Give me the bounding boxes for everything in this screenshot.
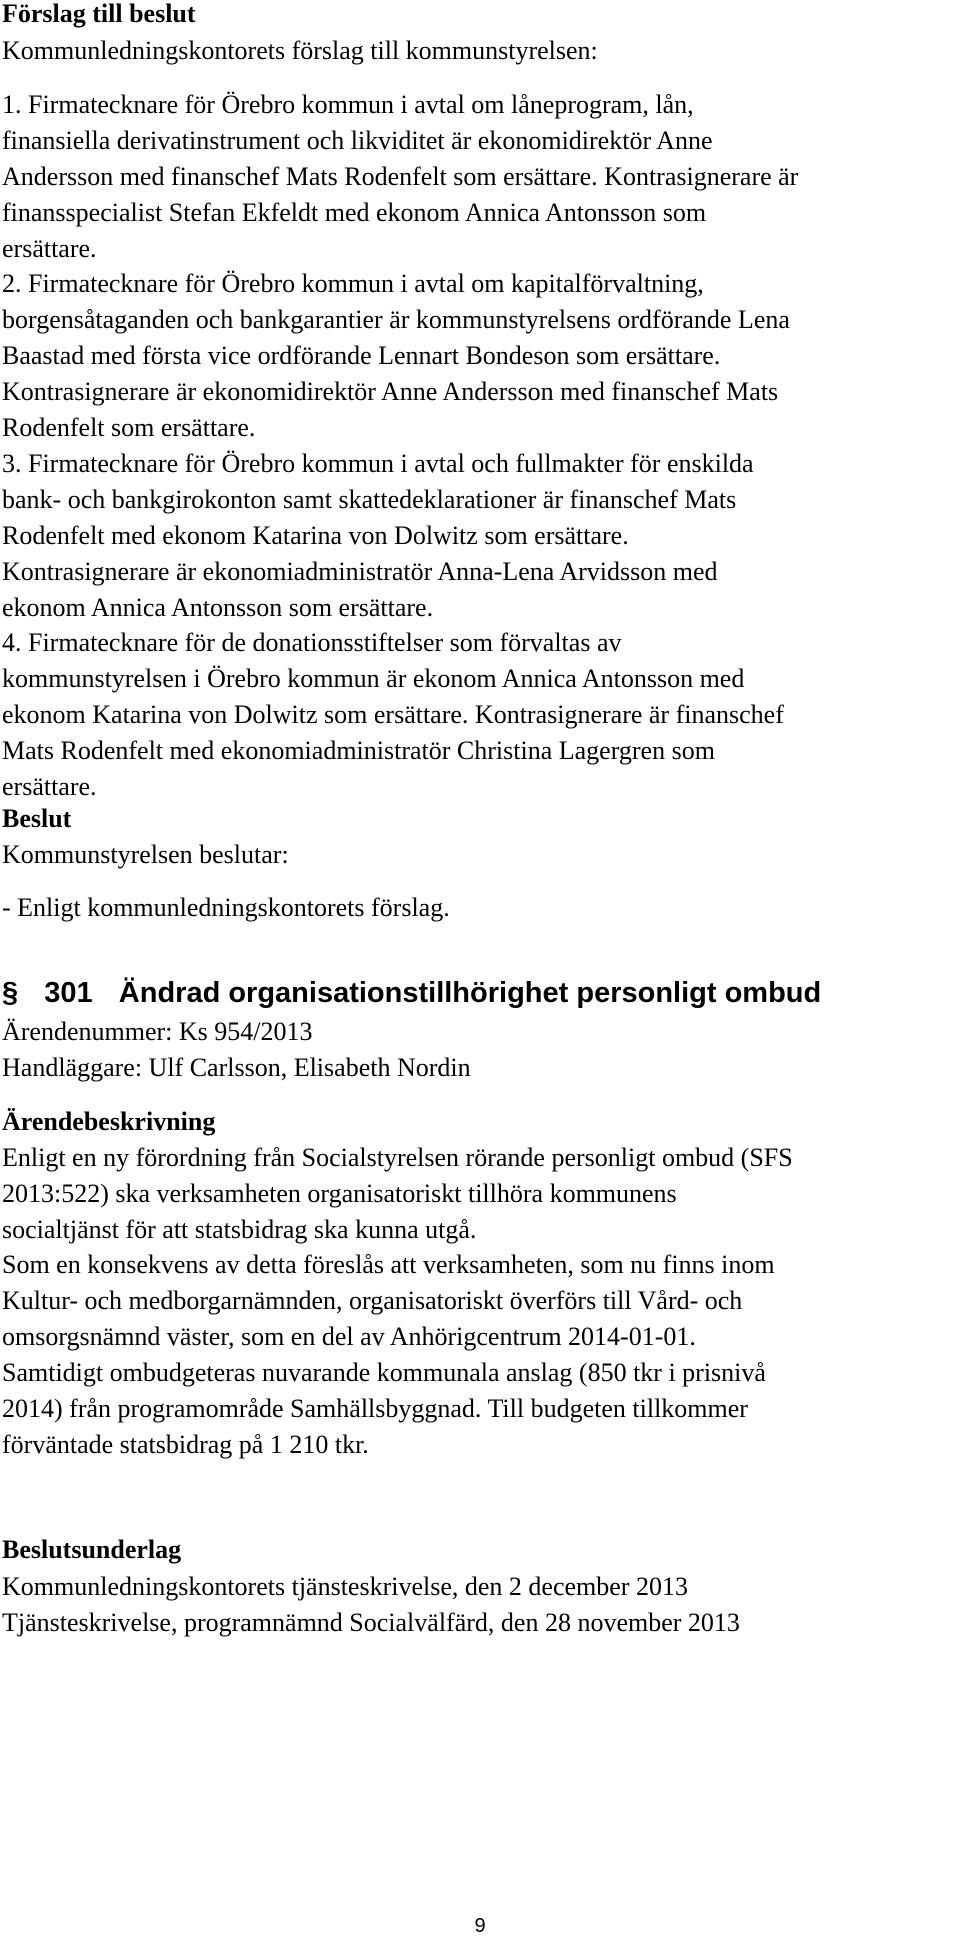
text-line: Mats Rodenfelt med ekonomiadministratör Christina Lagergren som: [2, 736, 715, 765]
case-number: Ärendenummer: Ks 954/2013: [2, 1017, 313, 1046]
proposal-item-1: [2, 87, 954, 267]
text-line: 2014) från programområde Samhällsbyggnad. Till budgeten tillkommer: [2, 1394, 748, 1423]
description-heading: Ärendebeskrivning: [2, 1107, 216, 1136]
section-number: 301: [44, 977, 93, 1009]
text-line: Enligt en ny förordning från Socialstyrelsen rörande personligt ombud (SFS: [2, 1143, 793, 1172]
text-line: kommunstyrelsen i Örebro kommun är ekonom Annica Antonsson med: [2, 664, 745, 693]
text-line: Rodenfelt med ekonom Katarina von Dolwitz som ersättare.: [2, 521, 629, 550]
text-line: omsorgsnämnd väster, som en del av Anhörigcentrum 2014-01-01.: [2, 1322, 696, 1351]
text-line: Kontrasignerare är ekonomiadministratör Anna-Lena Arvidsson med: [2, 557, 718, 586]
basis-heading: Beslutsunderlag: [2, 1535, 182, 1564]
text-line: Samtidigt ombudgeteras nuvarande kommunala anslag (850 tkr i prisnivå: [2, 1358, 766, 1387]
text-line: 2013:522) ska verksamheten organisatoriskt tillhöra kommunens: [2, 1179, 677, 1208]
text-line: 1. Firmatecknare för Örebro kommun i avtal om låneprogram, lån,: [2, 90, 694, 119]
text-line: ekonom Annica Antonsson som ersättare.: [2, 593, 434, 622]
text-line: Kultur- och medborgarnämnden, organisatoriskt överförs till Vård- och: [2, 1286, 743, 1315]
text-line: ersättare.: [2, 772, 97, 801]
decision-heading: Beslut: [2, 804, 72, 833]
proposal-item-2: [2, 266, 954, 446]
text-line: Rodenfelt som ersättare.: [2, 413, 256, 442]
case-handlers: Handläggare: Ulf Carlsson, Elisabeth Nordin: [2, 1053, 471, 1082]
text-line: finansiella derivatinstrument och likviditet är ekonomidirektör Anne: [2, 126, 713, 155]
text-line: borgensåtaganden och bankgarantier är kommunstyrelsens ordförande Lena: [2, 305, 790, 334]
text-line: förväntade statsbidrag på 1 210 tkr.: [2, 1430, 369, 1459]
proposal-heading: Förslag till beslut: [2, 0, 196, 28]
text-line: socialtjänst för att statsbidrag ska kunna utgå.: [2, 1215, 477, 1244]
description-paragraph-1: [2, 1140, 954, 1248]
text-line: Kontrasignerare är ekonomidirektör Anne Andersson med finanschef Mats: [2, 377, 779, 406]
text-line: Baastad med första vice ordförande Lennart Bondeson som ersättare.: [2, 341, 721, 370]
description-paragraph-2: [2, 1247, 954, 1463]
basis-line-1: Kommunledningskontorets tjänsteskrivelse, den 2 december 2013: [2, 1572, 688, 1601]
text-line: 3. Firmatecknare för Örebro kommun i avtal och fullmakter för enskilda: [2, 449, 754, 478]
proposal-item-4: [2, 625, 954, 805]
section-heading: [2, 975, 821, 1011]
text-line: 2. Firmatecknare för Örebro kommun i avtal om kapitalförvaltning,: [2, 269, 704, 298]
section-marker: §: [2, 977, 19, 1009]
text-line: Som en konsekvens av detta föreslås att verksamheten, som nu finns inom: [2, 1250, 775, 1279]
decision-intro: Kommunstyrelsen beslutar:: [2, 840, 289, 869]
text-line: bank- och bankgirokonton samt skattedeklarationer är finanschef Mats: [2, 485, 737, 514]
decision-text: - Enligt kommunledningskontorets förslag.: [2, 893, 450, 922]
proposal-item-3: [2, 446, 954, 626]
text-line: Andersson med finanschef Mats Rodenfelt som ersättare. Kontrasignerare är: [2, 162, 799, 191]
section-title: Ändrad organisationstillhörighet personligt ombud: [118, 977, 822, 1009]
basis-line-2: Tjänsteskrivelse, programnämnd Socialvälfärd, den 28 november 2013: [2, 1608, 740, 1637]
text-line: finansspecialist Stefan Ekfeldt med ekonom Annica Antonsson som: [2, 198, 707, 227]
text-line: 4. Firmatecknare för de donationsstiftelser som förvaltas av: [2, 628, 622, 657]
page-number: 9: [474, 1915, 486, 1937]
text-line: ersättare.: [2, 234, 97, 263]
proposal-intro: Kommunledningskontorets förslag till kommunstyrelsen:: [2, 36, 598, 65]
text-line: ekonom Katarina von Dolwitz som ersättare. Kontrasignerare är finanschef: [2, 700, 784, 729]
